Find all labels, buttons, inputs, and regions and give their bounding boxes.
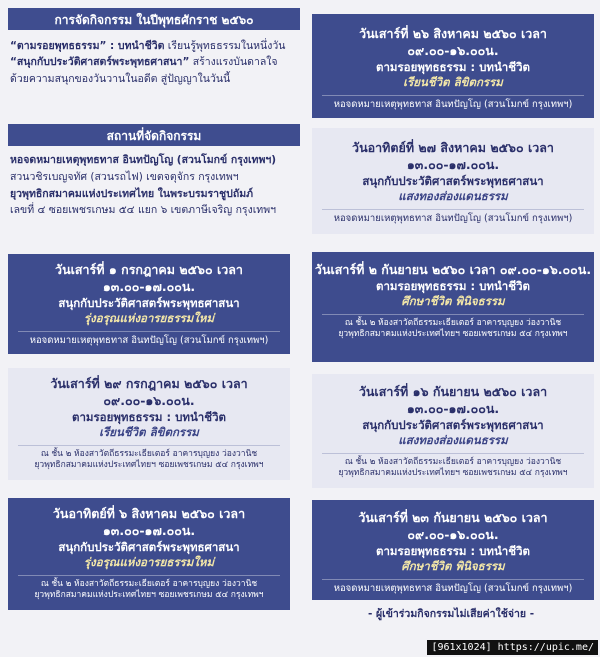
event-date: วันอาทิตย์ที่ ๒๗ สิงหาคม ๒๕๖๐ เวลา ๑๓.๐๐-๑๗.๐๐น. [352, 140, 554, 172]
free-admission-note: - ผู้เข้าร่วมกิจกรรมไม่เสียค่าใช้จ่าย - [367, 608, 535, 620]
event-title: ตามรอยพุทธธรรม : บทนำชีวิต [376, 543, 530, 558]
event-date: วันเสาร์ที่ ๒๙ กรกฎาคม ๒๕๖๐ เวลา ๐๙.๐๐-๑๖.๐๐น. [50, 376, 248, 408]
divider [18, 331, 280, 332]
event-location: หอจดหมายเหตุพุทธทาส อินทปัญโญ (สวนโมกข์ กรุงเทพฯ) [333, 582, 573, 594]
event-location: ณ ชั้น ๒ ห้องสาวัตถีธรรมะเธียเตอร์ อาคารบุญยง ว่องวานิช [344, 317, 562, 328]
schedule-header-text: การจัดกิจกรรม ในปีพุทธศักราช ๒๕๖๐ [54, 13, 254, 27]
event-title: ตามรอยพุทธธรรม : บทนำชีวิต [72, 409, 226, 424]
event-date: วันอาทิตย์ที่ ๖ สิงหาคม ๒๕๖๐ เวลา ๑๓.๐๐-๑๗.๐๐น. [52, 506, 246, 538]
event-card [312, 252, 594, 362]
event-location: หอจดหมายเหตุพุทธทาส อินทปัญโญ (สวนโมกข์ กรุงเทพฯ) [29, 334, 269, 346]
intro-line1-bold: “ตามรอยพุทธธรรม” : บทนำชีวิต [10, 40, 165, 52]
event-title: สนุกกับประวัติศาสตร์พระพุทธศาสนา [58, 295, 240, 310]
event-subtitle: แสงทองส่องแดนธรรม [398, 189, 508, 204]
divider [18, 575, 280, 576]
venue-2-address: เลขที่ ๔ ซอยเพชรเกษม ๕๔ แยก ๖ เขตภาษีเจริญ กรุงเทพฯ [10, 204, 277, 217]
venue-list [0, 148, 318, 219]
image-watermark: [961x1024] https://upic.me/ [427, 640, 598, 655]
event-location-line2: ยุวพุทธิกสมาคมแห่งประเทศไทยฯ ซอยเพชรเกษม ๕๔ กรุงเทพฯ [34, 460, 264, 471]
event-title: ตามรอยพุทธธรรม : บทนำชีวิต [376, 59, 530, 74]
divider [322, 95, 584, 96]
event-location-line2: ยุวพุทธิกสมาคมแห่งประเทศไทยฯ ซอยเพชรเกษม ๕๔ กรุงเทพฯ [338, 468, 568, 479]
event-card [312, 128, 594, 234]
event-subtitle: เรียนชีวิต ลิขิตกรรม [403, 75, 503, 90]
event-subtitle: รุ่งอรุณแห่งอารยธรรมใหม่ [83, 311, 215, 326]
venue-2-name: ยุวพุทธิกสมาคมแห่งประเทศไทย ในพระบรมราชูปถัมภ์ [10, 187, 254, 200]
event-location: ณ ชั้น ๒ ห้องสาวัตถีธรรมะเธียเตอร์ อาคารบุญยง ว่องวานิช [40, 448, 258, 459]
divider [322, 314, 584, 315]
event-card [8, 498, 290, 610]
intro-line2-rest: สร้างแรงบันดาลใจ [189, 56, 278, 69]
venue-header [8, 124, 300, 146]
event-subtitle: ศึกษาชีวิต พินิจธรรม [401, 559, 505, 574]
event-date: วันเสาร์ที่ ๒ กันยายน ๒๕๖๐ เวลา ๐๙.๐๐-๑๖.๐๐น. [314, 262, 592, 277]
divider [322, 453, 584, 454]
schedule-header [8, 8, 300, 30]
event-location-line2: ยุวพุทธิกสมาคมแห่งประเทศไทยฯ ซอยเพชรเกษม ๕๔ กรุงเทพฯ [338, 329, 568, 340]
event-card [8, 254, 290, 354]
event-date: วันเสาร์ที่ ๑ กรกฎาคม ๒๕๖๐ เวลา ๑๓.๐๐-๑๗.๐๐น. [55, 262, 243, 294]
event-location: หอจดหมายเหตุพุทธทาส อินทปัญโญ (สวนโมกข์ กรุงเทพฯ) [333, 98, 573, 110]
event-location: หอจดหมายเหตุพุทธทาส อินทปัญโญ (สวนโมกข์ กรุงเทพฯ) [333, 212, 573, 224]
divider [322, 209, 584, 210]
event-card [8, 368, 290, 480]
event-subtitle: ศึกษาชีวิต พินิจธรรม [401, 294, 505, 309]
event-location: ณ ชั้น ๒ ห้องสาวัตถีธรรมะเธียเตอร์ อาคารบุญยง ว่องวานิช [344, 456, 562, 467]
event-date: วันเสาร์ที่ ๑๖ กันยายน ๒๕๖๐ เวลา ๑๓.๐๐-๑๗.๐๐น. [358, 384, 548, 416]
intro-line3: ด้วยความสนุกของวันวานในอดีต สู่ปัญญาในวันนี้ [10, 72, 231, 85]
intro-paragraph [0, 32, 318, 87]
event-title: สนุกกับประวัติศาสตร์พระพุทธศาสนา [58, 539, 240, 554]
divider [322, 579, 584, 580]
venue-header-text: สถานที่จัดกิจกรรม [106, 129, 202, 143]
event-card [312, 374, 594, 488]
event-location-line2: ยุวพุทธิกสมาคมแห่งประเทศไทยฯ ซอยเพชรเกษม ๕๔ กรุงเทพฯ [34, 590, 264, 601]
event-card [312, 500, 594, 600]
intro-line1-rest: เรียนรู้พุทธธรรมในหนึ่งวัน [164, 40, 286, 52]
divider [18, 445, 280, 446]
event-date: วันเสาร์ที่ ๒๓ กันยายน ๒๕๖๐ เวลา ๐๙.๐๐-๑๖.๐๐น. [358, 510, 548, 542]
event-title: สนุกกับประวัติศาสตร์พระพุทธศาสนา [362, 417, 544, 432]
event-subtitle: รุ่งอรุณแห่งอารยธรรมใหม่ [83, 555, 215, 570]
venue-1-name: หอจดหมายเหตุพุทธทาส อินทปัญโญ (สวนโมกข์ กรุงเทพฯ) [10, 154, 277, 166]
event-subtitle: เรียนชีวิต ลิขิตกรรม [99, 425, 199, 440]
intro-line2-bold: “สนุกกับประวัติศาสตร์พระพุทธศาสนา” [10, 56, 190, 69]
event-subtitle: แสงทองส่องแดนธรรม [398, 433, 508, 448]
event-card [312, 14, 594, 118]
venue-1-address: สวนวชิรเบญจทัศ (สวนรถไฟ) เขตจตุจักร กรุงเทพฯ [10, 170, 239, 183]
event-date: วันเสาร์ที่ ๒๖ สิงหาคม ๒๕๖๐ เวลา ๐๙.๐๐-๑๖.๐๐น. [359, 26, 547, 58]
event-location: ณ ชั้น ๒ ห้องสาวัตถีธรรมะเธียเตอร์ อาคารบุญยง ว่องวานิช [40, 578, 258, 589]
event-title: สนุกกับประวัติศาสตร์พระพุทธศาสนา [362, 173, 544, 188]
event-title: ตามรอยพุทธธรรม : บทนำชีวิต [376, 278, 530, 293]
